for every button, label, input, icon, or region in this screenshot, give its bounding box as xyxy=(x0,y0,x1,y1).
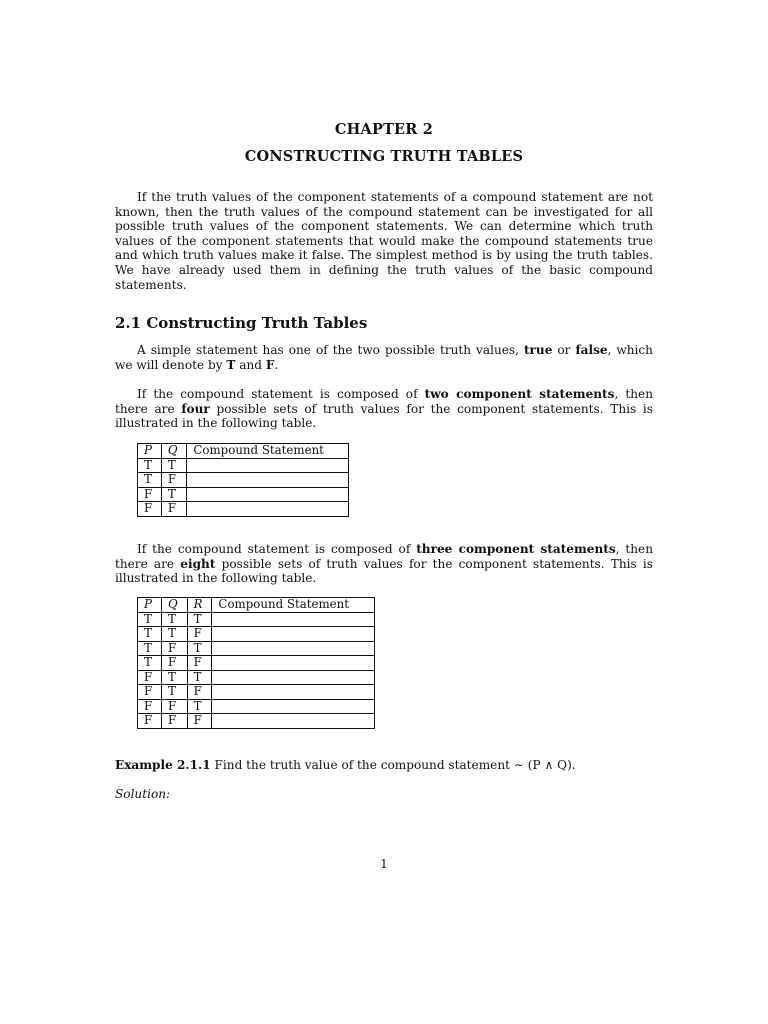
table-row xyxy=(138,458,349,473)
page-number: 1 xyxy=(380,857,388,871)
table-cell xyxy=(212,699,375,714)
table-cell xyxy=(212,670,375,685)
table-cell: T xyxy=(161,458,187,473)
paragraph-three-components: If the compound statement is composed of three component statements, then there are eight possible sets of truth values for the component statements. This is illustrated in the following table. xyxy=(115,542,653,586)
truth-table-two-variables xyxy=(137,443,349,517)
table-cell: F xyxy=(161,656,187,671)
column-header-p: P xyxy=(138,444,162,459)
table-cell: F xyxy=(161,502,187,517)
table-cell: F xyxy=(161,699,187,714)
table-cell xyxy=(187,502,349,517)
table-row xyxy=(138,627,375,642)
chapter-number: CHAPTER 2 xyxy=(334,121,434,138)
table-cell: F xyxy=(138,502,162,517)
table-cell: F xyxy=(138,487,162,502)
chapter-title: CONSTRUCTING TRUTH TABLES xyxy=(244,148,524,165)
solution-label: Solution: xyxy=(115,787,171,801)
example-label: Example 2.1.1 xyxy=(115,758,211,772)
table-cell: T xyxy=(161,487,187,502)
table-cell: T xyxy=(138,641,162,656)
table-row xyxy=(138,641,375,656)
table-cell xyxy=(212,714,375,729)
table-cell: F xyxy=(138,714,162,729)
table-row xyxy=(138,487,349,502)
table-cell: F xyxy=(138,670,162,685)
table-row xyxy=(138,656,375,671)
table-cell xyxy=(212,685,375,700)
table-cell: T xyxy=(161,627,187,642)
table-cell: T xyxy=(187,612,212,627)
section-title: 2.1 Constructing Truth Tables xyxy=(115,314,368,332)
table-cell xyxy=(212,641,375,656)
column-header-q: Q xyxy=(161,444,187,459)
table-row xyxy=(138,714,375,729)
table-cell: F xyxy=(187,656,212,671)
table-cell: T xyxy=(161,670,187,685)
column-header-q: Q xyxy=(161,598,187,613)
paragraph-two-components: If the compound statement is composed of two component statements, then there are four possible sets of truth values for the component statements. This is illustrated in the following table. xyxy=(115,387,653,431)
table-cell: T xyxy=(138,656,162,671)
table-cell: T xyxy=(138,458,162,473)
table-row xyxy=(138,685,375,700)
table-cell: T xyxy=(187,670,212,685)
table-row xyxy=(138,473,349,488)
table-cell: T xyxy=(138,627,162,642)
table-header-row xyxy=(138,598,375,613)
table-cell: T xyxy=(138,473,162,488)
table-cell xyxy=(212,656,375,671)
table-cell: F xyxy=(187,714,212,729)
table-row xyxy=(138,502,349,517)
example-text: Find the truth value of the compound statement ∼ (P ∧ Q). xyxy=(210,758,576,772)
table-cell xyxy=(187,473,349,488)
paragraph-simple-statement: A simple statement has one of the two possible truth values, true or false, which we will denote by T and F. xyxy=(115,343,653,372)
column-header-compound: Compound Statement xyxy=(187,444,349,459)
table-row xyxy=(138,699,375,714)
table-header-row xyxy=(138,444,349,459)
table-cell xyxy=(187,487,349,502)
table-cell: T xyxy=(187,699,212,714)
table-cell: F xyxy=(187,627,212,642)
column-header-p: P xyxy=(138,598,162,613)
table-cell xyxy=(212,627,375,642)
table-cell: T xyxy=(187,641,212,656)
table-cell: F xyxy=(138,685,162,700)
table-cell: F xyxy=(138,699,162,714)
table-cell xyxy=(212,612,375,627)
table-cell: F xyxy=(161,641,187,656)
table-cell: T xyxy=(138,612,162,627)
table-cell xyxy=(187,458,349,473)
table-cell: F xyxy=(161,714,187,729)
table-cell: F xyxy=(161,473,187,488)
column-header-r: R xyxy=(187,598,212,613)
example-2-1-1 xyxy=(115,758,653,772)
table-row xyxy=(138,670,375,685)
table-cell: T xyxy=(161,685,187,700)
column-header-compound: Compound Statement xyxy=(212,598,375,613)
table-cell: T xyxy=(161,612,187,627)
table-cell: F xyxy=(187,685,212,700)
table-row xyxy=(138,612,375,627)
intro-paragraph: If the truth values of the component statements of a compound statement are not known, then the truth values of the compound statement can be investigated for all possible truth values of the component statements. We can determine which truth values of the component statements that would make the compound statements true and which truth values make it false. The simplest method is by using the truth tables. We have already used them in defining the truth values of the basic compound statements. xyxy=(115,190,653,292)
truth-table-three-variables xyxy=(137,597,375,729)
